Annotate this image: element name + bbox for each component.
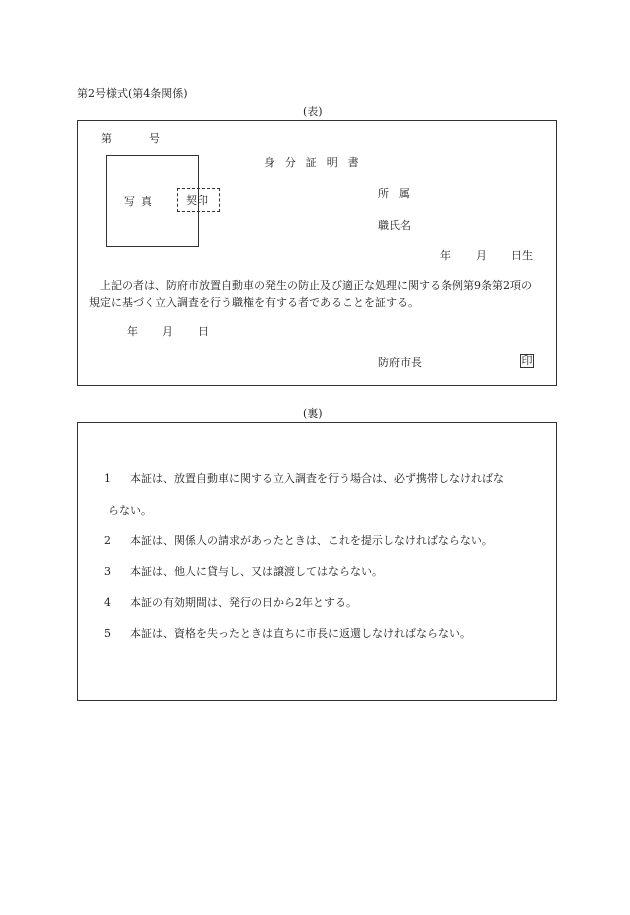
issue-month-label: 月	[162, 325, 173, 338]
front-heading: (表)	[303, 105, 323, 118]
tally-seal	[177, 188, 220, 212]
note-number: 2	[104, 534, 111, 547]
issue-year-label: 年	[127, 325, 138, 338]
note-text: 本証は、他人に貸与し、又は譲渡してはならない。	[130, 565, 383, 578]
note-item-1-continued: らない。	[108, 504, 152, 517]
note-text: 本証は、放置自動車に関する立入調査を行う場合は、必ず携帯しなければな	[130, 472, 504, 485]
note-number: 3	[104, 565, 111, 578]
birth-month-label: 月	[476, 249, 487, 262]
note-text: 本証の有効期間は、発行の日から2年とする。	[130, 596, 357, 609]
note-item-3	[104, 566, 383, 577]
official-seal: 印	[521, 354, 533, 367]
tally-seal-text: 契印	[186, 194, 208, 207]
note-text: 本証は、関係人の請求があったときは、これを提示しなければならない。	[130, 534, 493, 547]
name-label: 職氏名	[378, 219, 411, 232]
note-item-5	[104, 628, 471, 639]
back-card	[77, 422, 557, 701]
number-label-dai: 第	[101, 132, 112, 145]
issue-day-label: 日	[198, 325, 209, 338]
note-item-4	[104, 597, 357, 608]
note-number: 4	[104, 596, 111, 609]
note-number: 5	[104, 627, 111, 640]
certification-text: 上記の者は、防府市放置自動車の発生の防止及び適正な処理に関する条例第9条第2項の規定に基づく立入調査を行う職権を有する者であることを証する。	[89, 279, 532, 309]
back-heading: (裏)	[303, 407, 323, 420]
note-number: 1	[104, 472, 111, 485]
photo-label: 写真	[124, 195, 159, 208]
form-title: 第2号様式(第4条関係)	[77, 87, 188, 100]
note-text: 本証は、資格を失ったときは直ちに市長に返還しなければならない。	[130, 627, 471, 640]
issuer-label: 防府市長	[378, 356, 422, 369]
card-title: 身分証明書	[264, 156, 369, 169]
number-label-go: 号	[149, 132, 160, 145]
birth-day-label: 日生	[511, 249, 533, 262]
front-card	[77, 120, 557, 386]
affiliation-label: 所属	[378, 187, 420, 200]
note-item-1	[104, 473, 504, 484]
note-item-2	[104, 535, 493, 546]
birth-year-label: 年	[440, 249, 451, 262]
